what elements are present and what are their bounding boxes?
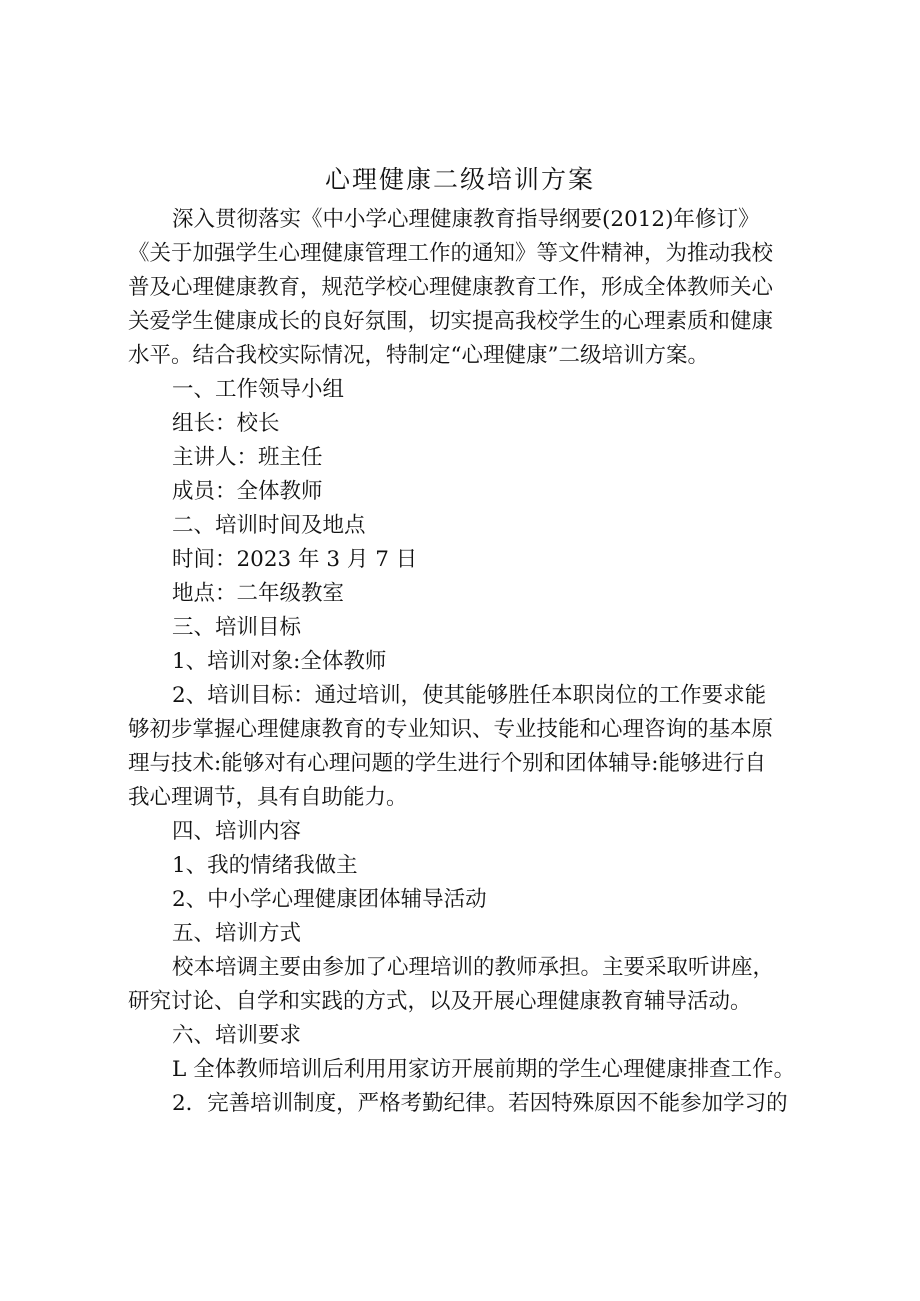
section5-line-1: 校本培调主要由参加了心理培训的教师承担。主要采取听讲座，: [172, 955, 775, 980]
document-body: [128, 203, 828, 1121]
section3-heading: 三、培训目标: [172, 615, 302, 640]
section2-heading: 二、培训时间及地点: [172, 513, 366, 538]
section5-line-2: 研究讨论、自学和实践的方式，以及开展心理健康教育辅导活动。: [128, 989, 752, 1014]
section3-item2-line-2: 够初步掌握心理健康教育的专业知识、专业技能和心理咨询的基本原: [128, 717, 774, 742]
section6-heading: 六、培训要求: [172, 1023, 302, 1048]
section4-item2: 2、中小学心理健康团体辅导活动: [172, 887, 487, 912]
section4-heading: 四、培训内容: [172, 819, 302, 844]
section2-time: 时间：2023 年 3 月 7 日: [172, 547, 418, 572]
section3-item2-line-3: 理与技术:能够对有心理问题的学生进行个别和团体辅导:能够进行自: [128, 751, 766, 776]
section1-members: 成员：全体教师: [172, 479, 323, 504]
document-title: 心理健康二级培训方案: [324, 165, 595, 194]
section1-heading: 一、工作领导小组: [172, 377, 345, 402]
section2-place: 地点：二年级教室: [172, 581, 345, 606]
intro-line-4: 关爱学生健康成长的良好氛围，切实提高我校学生的心理素质和健康: [128, 309, 774, 334]
section3-item2-line-4: 我心理调节，具有自助能力。: [128, 785, 408, 810]
section4-item1: 1、我的情绪我做主: [172, 853, 358, 878]
section6-item1: L 全体教师培训后利用用家访开展前期的学生心理健康排查工作。: [172, 1057, 796, 1082]
section3-item2-line-1: 2、培训目标：通过培训，使其能够胜任本职岗位的工作要求能: [172, 683, 767, 708]
section1-speaker: 主讲人：班主任: [172, 445, 323, 470]
intro-line-5: 水平。结合我校实际情况，特制定“心理健康”二级培训方案。: [128, 343, 709, 368]
intro-line-3: 普及心理健康教育，规范学校心理健康教育工作，形成全体教师关心: [128, 275, 774, 300]
section6-item2: 2．完善培训制度，严格考勤纪律。若因特殊原因不能参加学习的: [172, 1091, 788, 1116]
section3-item1: 1、培训对象:全体教师: [172, 649, 387, 674]
section5-heading: 五、培训方式: [172, 921, 302, 946]
intro-line-1: 深入贯彻落实《中小学心理健康教育指导纲要(2012)年修订》: [172, 207, 760, 232]
intro-line-2: 《关于加强学生心理健康管理工作的通知》等文件精神，为推动我校: [128, 241, 774, 266]
section1-leader: 组长：校长: [172, 411, 280, 436]
